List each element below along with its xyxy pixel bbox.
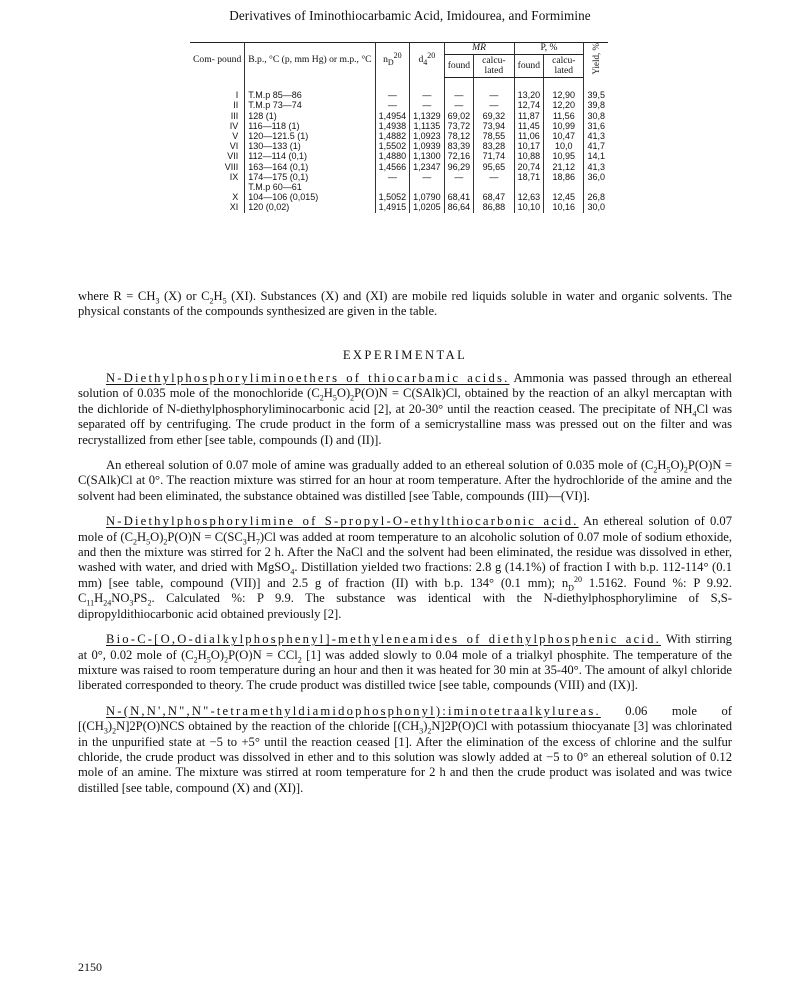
table-cell-c: II: [233, 100, 239, 111]
table-cell-bp: 174—175 (0,1): [245, 172, 375, 182]
paragraph-body: Ammonia was passed through an ethereal solution of 0.035 mole of the monochloride $(C_2H_5O)_2P(O)N$ = C(SAlk)Cl, obtained by the reaction of an alkyl mercaptan with the dichloride of N-diethylphosphoryliminocarbonic acid [2], at 20-30° until the reaction ceased. The precipitate of $NH_4Cl$ was separated off by centrifuging. The crude product in the form of a semicrystalline mass was pressed out on the filter and was recrystallized from ether [see table, compounds (I) and (II)].: [78, 371, 732, 447]
table-cell-y: 39,8: [584, 100, 608, 110]
table-cell-nd: 1,4938: [375, 121, 410, 131]
table-cell-mrf: 96,29: [444, 162, 474, 172]
table-cell-mrc: 78,55: [474, 131, 514, 141]
table-cell-bp: 130—133 (1): [245, 141, 375, 151]
table-caption: Derivatives of Iminothiocarbamic Acid, Imidourea, and Formimine: [229, 8, 591, 23]
table-cell-pf: 11,06: [514, 131, 544, 141]
table-row: [190, 172, 608, 182]
table-cell-mrc: 69,32: [474, 111, 514, 121]
col-mr-found: found: [444, 55, 474, 78]
table-cell-pf: 20,74: [514, 162, 544, 172]
col-p: P, %: [514, 43, 584, 55]
table-cell-pc: 18,86: [544, 172, 584, 182]
table-cell-pc: [544, 182, 584, 192]
table-cell-d: 1,0790: [410, 192, 445, 202]
table-cell-pf: 13,20: [514, 78, 544, 101]
table-cell-mrf: 78,12: [444, 131, 474, 141]
table-cell-c: VI: [229, 141, 239, 152]
table-cell-bp: 120 (0,02): [245, 202, 375, 212]
table-cell-mrc: [474, 182, 514, 192]
table-cell-pf: 10,10: [514, 202, 544, 212]
table-cell-mrf: 83,39: [444, 141, 474, 151]
table-cell-c: XI: [229, 202, 239, 213]
table-cell-pf: 11,87: [514, 111, 544, 121]
table-cell-bp: T.M.p 85—86: [245, 78, 375, 101]
table-row: [190, 78, 608, 101]
table-body: [190, 78, 608, 213]
table-cell-pf: 10,88: [514, 151, 544, 161]
table-cell-mrf: 72,16: [444, 151, 474, 161]
table-cell-nd: —: [375, 78, 410, 101]
table-cell-c: IX: [229, 171, 239, 182]
table-cell-nd: [375, 182, 410, 192]
table-cell-y: 36,0: [584, 172, 608, 182]
table-cell-bp: T.M.p 73—74: [245, 100, 375, 110]
table-row: [190, 192, 608, 202]
table-cell-bp: T.M.p 60—61: [245, 182, 375, 192]
table-cell-pf: 10,17: [514, 141, 544, 151]
compounds-table: [190, 42, 608, 213]
table-cell-c: V: [232, 131, 239, 142]
col-yield: Yield, %: [584, 43, 608, 78]
table-cell-bp: 116—118 (1): [245, 121, 375, 131]
table-cell-mrc: —: [474, 172, 514, 182]
table-cell-y: 41,3: [584, 162, 608, 172]
page-number: 2150: [78, 960, 102, 974]
paragraph-title: N-Diethylphosphorylimine of S-propyl-O-ethylthiocarbonic acid.: [106, 514, 579, 529]
table-cell-d: —: [410, 100, 445, 110]
table-cell-y: 31,6: [584, 121, 608, 131]
table-cell-pc: 10,0: [544, 141, 584, 151]
table-cell-nd: 1,4880: [375, 151, 410, 161]
intro-paragraph: [78, 289, 732, 320]
table-cell-pc: 10,99: [544, 121, 584, 131]
table-cell-pf: [514, 182, 544, 192]
table-cell-mrf: 68,41: [444, 192, 474, 202]
paragraph-body: An ethereal solution of 0.07 mole of $(C_2H_5O)_2P(O)N = C(SC_3H_7)Cl$ was added at room temperature to an alcoholic solution of 0.07 mole of sodium ethoxide, and then the mixture was stirred for 2 h. After the NaCl and the solvent had been eliminated, the residue was dissolved in ether, washed with water, and dried with MgSO$_4$. Distillation yielded two fractions: 2.8 g (14.1%) of fraction I with b.p. 112-114° (0.1 mm) [see table, compound (VII)] and 2.5 g of fraction (II) with b.p. 134° (0.1 mm); $n_D^{20}$ 1.5162. Found %: P 9.92. $C_{11}H_{24}NO_3PS_2$. Calculated %: P 9.9. The substance was identical with the N-diethylphosphorylimine of S,S-dipropyldithiocarbonic acid obtained previously [2].: [78, 514, 732, 621]
col-nd: $n_D^{20}$: [375, 43, 410, 78]
table-cell-c: VIII: [224, 161, 239, 172]
table-cell-d: —: [410, 172, 445, 182]
table-cell-d: 1,0939: [410, 141, 445, 151]
table-cell-pc: 12,20: [544, 100, 584, 110]
table-cell-y: 41,7: [584, 141, 608, 151]
table-row: [190, 202, 608, 212]
table-cell-nd: 1,4954: [375, 111, 410, 121]
table-cell-pf: 18,71: [514, 172, 544, 182]
experimental-paragraph: [78, 704, 732, 796]
table-cell-c: IV: [229, 120, 239, 131]
table-cell-y: 41,3: [584, 131, 608, 141]
table-cell-pc: 10,95: [544, 151, 584, 161]
sections-container: [78, 371, 732, 806]
table-cell-bp: 128 (1): [245, 111, 375, 121]
table-cell-pf: 12,74: [514, 100, 544, 110]
table-cell-c: [190, 182, 245, 192]
table-cell-pc: 21,12: [544, 162, 584, 172]
paragraph-body: An ethereal solution of 0.07 mole of amine was gradually added to an ethereal solution of 0.035 mole of $(C_2H_5O)_2P(O)N$ = C(SAlk)Cl at 0°. The reaction mixture was stirred for an hour at room temperature. After the hydrochloride of the amine and the solvent had been eliminated, the substance obtained was distilled [see Table, compounds (III)—(VI)].: [78, 458, 732, 503]
table-cell-pc: 11,56: [544, 111, 584, 121]
table-row: [190, 121, 608, 131]
table-cell-d: [410, 182, 445, 192]
table-cell-d: 1,2347: [410, 162, 445, 172]
table-cell-d: 1,1300: [410, 151, 445, 161]
table-row: [190, 111, 608, 121]
table-cell-d: 1,0205: [410, 202, 445, 212]
paragraph-title: Bio-C-[O,O-dialkylphosphenyl]-methyleneamides of diethylphosphenic acid.: [106, 632, 661, 647]
experimental-paragraph: [78, 458, 732, 504]
table-cell-nd: 1,4915: [375, 202, 410, 212]
table-cell-mrf: —: [444, 172, 474, 182]
table-cell-c: III: [230, 110, 239, 121]
col-compound: Com- pound: [190, 43, 245, 78]
section-heading: EXPERIMENTAL: [342, 348, 468, 362]
paragraph-body: 0.06 mole of $[(CH_3)_2N]2P(O)NCS$ obtained by the reaction of the chloride $[(CH_3)_2N]2P(O)Cl$ with potassium thiocyanate [3] was chlorinated in the unpurified state at −5 to +5° until the reaction ceased [1]. After the elimination of the excess of chlorine and the sulfur chloride, the crude product was dissolved in ether and to this solution was slowly added at −5 to 0° an ethereal solution of 0.12 mole of an amine. The mixture was stirred at room temperature for 2 h and then the crude product was isolated and was twice distilled [see table, compound (X) and (XI)].: [78, 703, 732, 795]
table-cell-mrc: 95,65: [474, 162, 514, 172]
table-cell-mrc: 71,74: [474, 151, 514, 161]
table-cell-nd: 1,5502: [375, 141, 410, 151]
table-cell-pf: 11,45: [514, 121, 544, 131]
col-p-calc: calcu- lated: [544, 55, 584, 78]
table-cell-bp: 104—106 (0,015): [245, 192, 375, 202]
table-cell-nd: —: [375, 100, 410, 110]
table-cell-y: [584, 182, 608, 192]
table-cell-mrc: 83,28: [474, 141, 514, 151]
table-cell-pc: 10,47: [544, 131, 584, 141]
table-row: [190, 141, 608, 151]
table-cell-bp: 163—164 (0,1): [245, 162, 375, 172]
col-mr-calc: calcu- lated: [474, 55, 514, 78]
table-cell-d: —: [410, 78, 445, 101]
table-cell-mrf: 69,02: [444, 111, 474, 121]
experimental-paragraph: [78, 632, 732, 694]
table-cell-mrc: 73,94: [474, 121, 514, 131]
paragraph-body: With stirring at 0°, 0.02 mole of $(C_2H_5O)_2P(O)N = CCl_2$ [1] was added slowly to 0.04 mole of a trialkyl phosphite. The temperature of the mixture was raised to room temperature during an hour and then it was heated for 30 min at 35-40°. The amount of alkyl chloride liberated corresponded to theory. The crude product was distilled twice [see table, compounds (VIII) and (IX)].: [78, 632, 733, 693]
paragraph-title: N-(N,N',N",N"-tetramethyldiamidophosphonyl):iminotetraalkylureas.: [106, 703, 601, 718]
table-cell-y: 39,5: [584, 78, 608, 101]
table-cell-mrf: [444, 182, 474, 192]
table-cell-c: X: [232, 192, 239, 203]
table-row: [190, 151, 608, 161]
table-cell-nd: 1,4882: [375, 131, 410, 141]
table-cell-mrc: 86,88: [474, 202, 514, 212]
table-cell-y: 30,8: [584, 111, 608, 121]
intro-text: where $R = CH_3$ (X) or $C_2H_5$ (XI). Substances (X) and (XI) are mobile red liquids soluble in water and organic solvents. The physical constants of the compounds synthesized are given in the table.: [78, 289, 732, 319]
experimental-paragraph: [78, 514, 732, 622]
table-cell-pc: 12,45: [544, 192, 584, 202]
col-d4: $d_4^{20}$: [410, 43, 445, 78]
table-cell-mrc: —: [474, 100, 514, 110]
table-cell-y: 26,8: [584, 192, 608, 202]
col-bp: B.p., °C (p, mm Hg) or m.p., °C: [245, 43, 375, 78]
table-cell-mrf: 86,64: [444, 202, 474, 212]
table-cell-bp: 120—121.5 (1): [245, 131, 375, 141]
table-cell-mrc: 68,47: [474, 192, 514, 202]
table-cell-nd: 1,4566: [375, 162, 410, 172]
table-cell-mrf: —: [444, 100, 474, 110]
table-cell-pc: 10,16: [544, 202, 584, 212]
table-cell-nd: —: [375, 172, 410, 182]
table-cell-nd: 1,5052: [375, 192, 410, 202]
table-cell-mrc: —: [474, 78, 514, 101]
table-cell-d: 1,1329: [410, 111, 445, 121]
table-row: [190, 162, 608, 172]
table-cell-c: VII: [227, 151, 239, 162]
table-cell-y: 14,1: [584, 151, 608, 161]
paragraph-title: N-Diethylphosphoryliminoethers of thiocarbamic acids.: [106, 371, 510, 385]
table-cell-c: I: [235, 89, 239, 100]
table-cell-d: 1,0923: [410, 131, 445, 141]
experimental-paragraph: [78, 371, 732, 448]
table-row: [190, 182, 608, 192]
table-cell-y: 30,0: [584, 202, 608, 212]
table-cell-pf: 12,63: [514, 192, 544, 202]
table-cell-mrf: 73,72: [444, 121, 474, 131]
col-p-found: found: [514, 55, 544, 78]
col-mr: MR: [444, 43, 514, 55]
table-cell-bp: 112—114 (0,1): [245, 151, 375, 161]
table-cell-mrf: —: [444, 78, 474, 101]
table-row: [190, 100, 608, 110]
table-cell-pc: 12,90: [544, 78, 584, 101]
table-row: [190, 131, 608, 141]
table-cell-d: 1,1135: [410, 121, 445, 131]
